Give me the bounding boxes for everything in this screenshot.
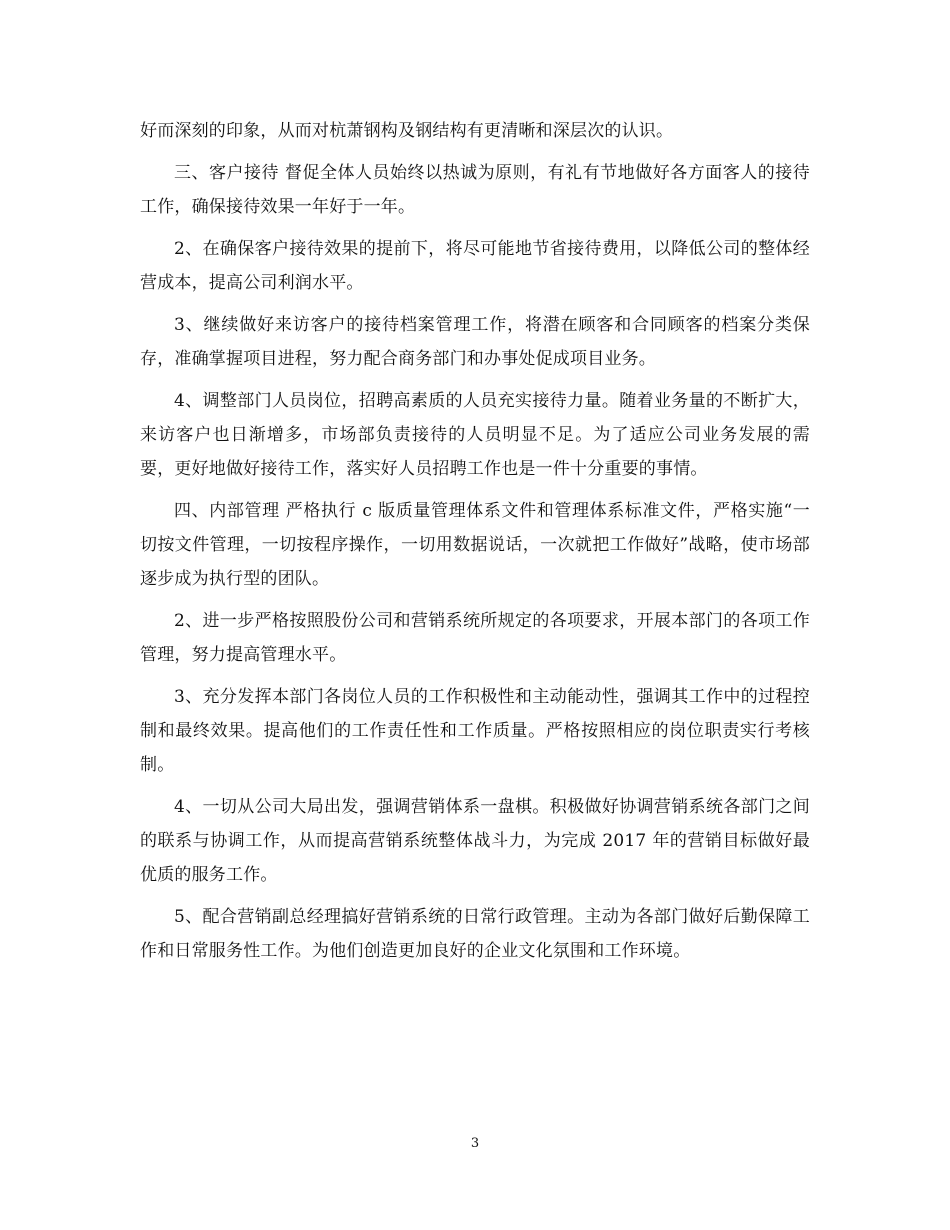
- paragraph-management-requirements: 2、进一步严格按照股份公司和营销系统所规定的各项要求，开展本部门的各项工作管理，努力提高管理水平。: [140, 611, 810, 665]
- paragraph-reception-cost: 2、在确保客户接待效果的提前下，将尽可能地节省接待费用，以降低公司的整体经营成本，提高公司利润水平。: [140, 239, 810, 293]
- paragraph-overall-coordination: 4、一切从公司大局出发，强调营销体系一盘棋。积极做好协调营销系统各部门之间的联系与协调工作，从而提高营销系统整体战斗力，为完成 2017 年的营销目标做好最优质的服务工作。: [140, 797, 810, 885]
- paragraph-reception-archive: 3、继续做好来访客户的接待档案管理工作，将潜在顾客和合同顾客的档案分类保存，准确掌握项目进程，努力配合商务部门和办事处促成项目业务。: [140, 315, 810, 369]
- paragraph-administrative-support: 5、配合营销副总经理搞好营销系统的日常行政管理。主动为各部门做好后勤保障工作和日常服务性工作。为他们创造更加良好的企业文化氛围和工作环境。: [140, 907, 810, 961]
- paragraph-internal-management: 四、内部管理 严格执行 c 版质量管理体系文件和管理体系标准文件，严格实施“一切按文件管理，一切按程序操作，一切用数据说话，一次就把工作做好”战略，使市场部逐步成为执行型的团队。: [140, 501, 810, 589]
- paragraph-staff-initiative: 3、充分发挥本部门各岗位人员的工作积极性和主动能动性，强调其工作中的过程控制和最终效果。提高他们的工作责任性和工作质量。严格按照相应的岗位职责实行考核制。: [140, 687, 810, 775]
- paragraph-continuation: 好而深刻的印象，从而对杭萧钢构及钢结构有更清晰和深层次的认识。: [140, 121, 674, 141]
- paragraph-customer-reception: 三、客户接待 督促全体人员始终以热诚为原则，有礼有节地做好各方面客人的接待工作，确保接待效果一年好于一年。: [140, 163, 810, 217]
- paragraph-staff-adjustment: 4、调整部门人员岗位，招聘高素质的人员充实接待力量。随着业务量的不断扩大，来访客户也日渐增多，市场部负责接待的人员明显不足。为了适应公司业务发展的需要，更好地做好接待工作，落实好人员招聘工作也是一件十分重要的事情。: [140, 391, 810, 479]
- document-body: [140, 114, 810, 976]
- page-number: 3: [470, 1136, 480, 1151]
